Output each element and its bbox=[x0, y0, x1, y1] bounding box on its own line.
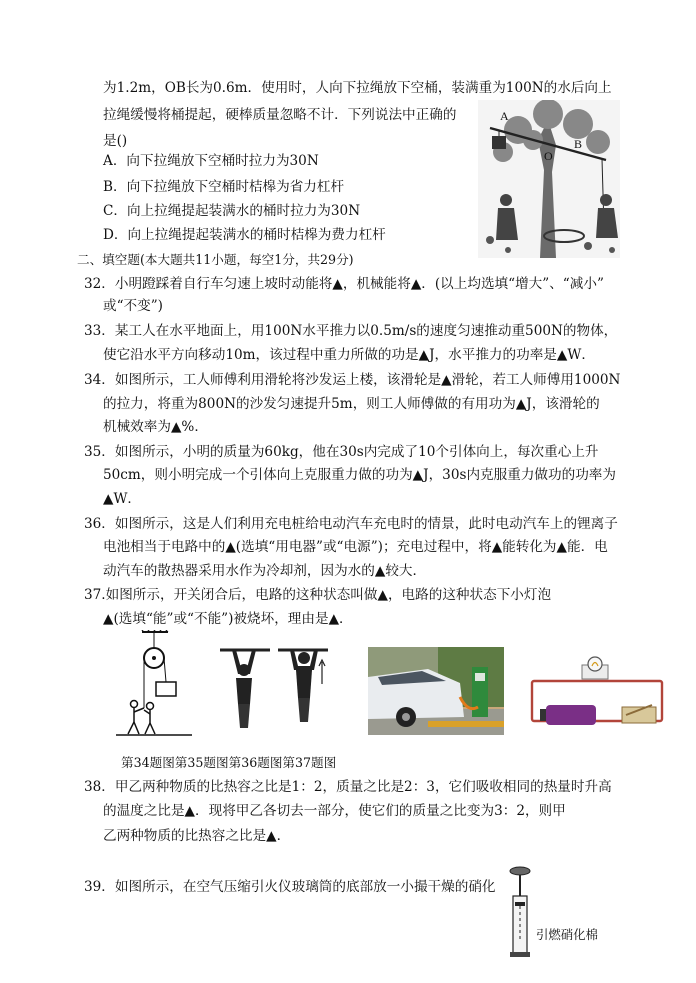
q33-line-1: 33．某工人在水平地面上，用100N水平推力以0.5m/s的速度匀速推动重500N的物体， bbox=[84, 323, 618, 339]
figure-captions: 第34题图第35题图第36题图第37题图 bbox=[121, 755, 337, 770]
q38-line-3: 乙两种物质的比热容之比是▲． bbox=[103, 828, 291, 844]
q35-line-3: ▲W． bbox=[103, 491, 142, 507]
q31-option-a: A．向下拉绳放下空桶时拉力为30N bbox=[103, 153, 319, 169]
q34-line-1: 34．如图所示，工人师傅利用滑轮将沙发运上楼，该滑轮是▲滑轮，若工人师傅用1000N bbox=[84, 372, 621, 388]
q38-line-1: 38．甲乙两种物质的比热容之比是1：2，质量之比是2：3，它们吸收相同的热量时升高 bbox=[84, 779, 612, 795]
q35-line-2: 50cm，则小明完成一个引体向上克服重力做的功为▲J，30s内克服重力做功的功率为 bbox=[103, 467, 616, 483]
label-b: B bbox=[574, 137, 583, 151]
q34-line-3: 机械效率为▲%． bbox=[103, 419, 208, 435]
label-o: O bbox=[544, 149, 553, 163]
q32-line-2: 或“不变”) bbox=[103, 298, 163, 314]
q36-line-3: 动汽车的散热器采用水作为冷却剂，因为水的▲较大． bbox=[103, 563, 427, 579]
q37-line-1: 37.如图所示，开关闭合后，电路的这种状态叫做▲，电路的这种状态下小灯泡 bbox=[84, 587, 552, 603]
q31-line-1: 为1.2m，OB长为0.6m．使用时，人向下拉绳放下空桶，装满重为100N的水后向上 bbox=[103, 80, 612, 96]
well-sweep-figure bbox=[478, 100, 620, 258]
q33-line-2: 使它沿水平方向移动10m，该过程中重力所做的功是▲J，水平推力的功率是▲W． bbox=[103, 347, 595, 363]
q34-line-2: 的拉力，将重为800N的沙发匀速提升5m，则工人师傅做的有用功为▲J，该滑轮的 bbox=[103, 396, 600, 412]
pulley-figure bbox=[114, 630, 194, 736]
section-heading: 二、填空题(本大题共11小题，每空1分，共29分) bbox=[77, 252, 354, 267]
fire-syringe-figure bbox=[508, 866, 532, 958]
ev-charging-figure bbox=[368, 647, 504, 735]
q31-option-b: B．向下拉绳放下空桶时桔槔为省力杠杆 bbox=[103, 179, 345, 195]
q38-line-2: 的温度之比是▲．现将甲乙各切去一部分，使它们的质量之比变为3：2，则甲 bbox=[103, 803, 566, 819]
pull-up-figure bbox=[218, 640, 330, 734]
q39-line-1: 39．如图所示，在空气压缩引火仪玻璃筒的底部放一小撮干燥的硝化 bbox=[84, 879, 496, 895]
q31-option-d: D．向上拉绳提起装满水的桶时桔槔为费力杠杆 bbox=[103, 227, 386, 243]
q36-line-2: 电池相当于电路中的▲(选填“用电器”或“电源”)；充电过程中，将▲能转化为▲能．电 bbox=[103, 539, 608, 555]
q31-line-2: 拉绳缓慢将桶提起，硬棒质量忽略不计．下列说法中正确的 bbox=[103, 107, 457, 123]
q39-figure-label: 引燃硝化棉 bbox=[536, 927, 598, 942]
circuit-figure bbox=[526, 655, 668, 733]
q31-option-c: C．向上拉绳提起装满水的桶时拉力为30N bbox=[103, 203, 361, 219]
q36-line-1: 36．如图所示，这是人们利用充电桩给电动汽车充电时的情景，此时电动汽车上的锂离子 bbox=[84, 516, 618, 532]
label-a: A bbox=[500, 109, 509, 123]
q32-line-1: 32．小明蹬踩着自行车匀速上坡时动能将▲，机械能将▲．(以上均选填“增大”、“减小” bbox=[84, 276, 604, 292]
q35-line-1: 35．如图所示，小明的质量为60kg，他在30s内完成了10个引体向上，每次重心上升 bbox=[84, 444, 599, 460]
q31-line-3: 是() bbox=[103, 133, 128, 149]
q37-line-2: ▲(选填“能”或“不能”)被烧坏，理由是▲． bbox=[103, 611, 353, 627]
